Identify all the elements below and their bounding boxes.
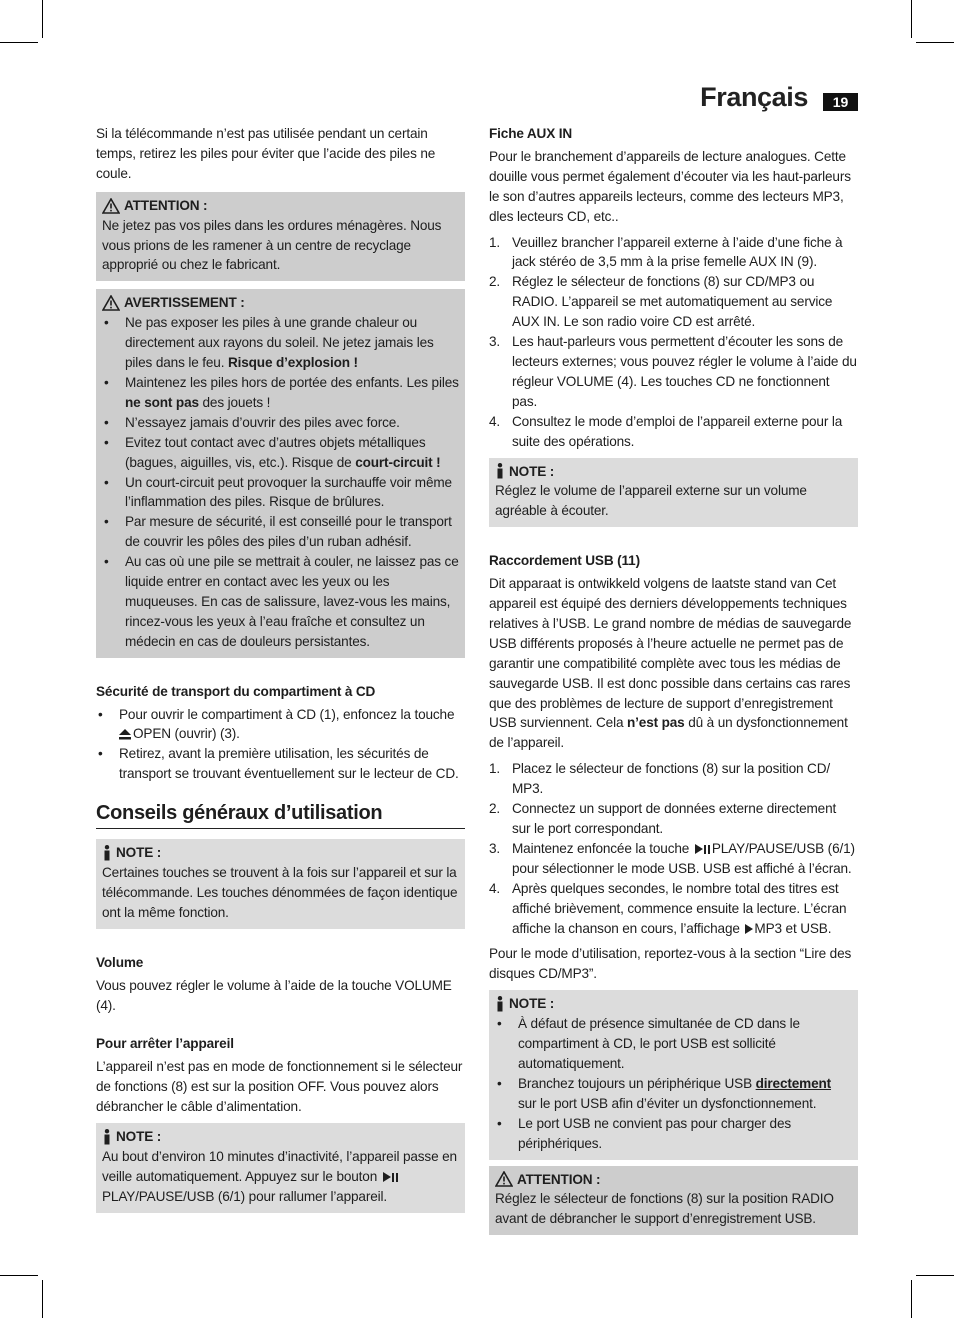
note-title: NOTE : bbox=[116, 1129, 162, 1145]
list-item: • Evitez tout contact avec d’autres objets métalliques (bagues, aiguilles, vis, etc.). Risque de court-circuit ! bbox=[102, 433, 459, 473]
crop-mark bbox=[916, 1275, 954, 1276]
usb-steps bbox=[489, 759, 858, 938]
note-text: Réglez le volume de l’appareil externe sur un volume agréable à écouter. bbox=[495, 483, 807, 519]
list-item: • Un court-circuit peut provoquer la surchauffe voir même l’inflammation des piles. Risque de brûlures. bbox=[102, 473, 459, 513]
play-icon bbox=[695, 844, 703, 854]
eject-icon bbox=[119, 729, 131, 740]
list-item: 4. Consultez le mode d’emploi de l’appareil externe pour la suite des opérations. bbox=[489, 413, 843, 449]
note-title: NOTE : bbox=[509, 463, 555, 479]
note-box bbox=[96, 1123, 465, 1213]
note-list bbox=[495, 1014, 852, 1153]
aux-heading: Fiche AUX IN bbox=[489, 126, 573, 141]
pause-icon bbox=[704, 845, 710, 854]
list-item: 3. Maintenez enfoncée la touche PLAY/PAUSE/USB (6/1) pour sélectionner le mode USB. USB est affiché à l’écran. bbox=[489, 840, 855, 876]
page-number: 19 bbox=[823, 93, 858, 111]
note-heading bbox=[102, 1127, 459, 1147]
list-item: • Par mesure de sécurité, il est conseillé pour le transport de couvrir les pôles des piles d’un ruban adhésif. bbox=[102, 512, 459, 552]
usb-intro: Dit apparaat is ontwikkeld volgens de laatste stand van Cet appareil est équipé des derniers développements techniques relatives à l’USB. Le grand nombre de médias de sauvegarde USB différents proposés à l’heure actuelle ne permet pas de garantir une compatibilité complète avec tous les médias de sauvegarde USB. Il est donc possible dans certains cas rares que des problèmes de lecture de support d’enregistrement USB surviennent. Cela n’est pas dû à un dysfonctionnement de l’appareil. bbox=[489, 576, 852, 751]
crop-mark bbox=[42, 1280, 43, 1318]
stop-text: L’appareil n’est pas en mode de fonctionnement si le sélecteur de fonctions (8) est sur la position OFF. Vous pouvez alors débrancher le câble d’alimentation. bbox=[96, 1059, 463, 1115]
usb-heading: Raccordement USB (11) bbox=[489, 553, 640, 569]
attention-box bbox=[489, 1166, 858, 1236]
crop-mark bbox=[0, 1275, 38, 1276]
warning-triangle-icon bbox=[495, 1171, 513, 1187]
crop-mark bbox=[911, 0, 912, 38]
info-icon bbox=[495, 996, 505, 1012]
transport-heading: Sécurité de transport du compartiment à CD bbox=[96, 683, 376, 699]
note-title: NOTE : bbox=[509, 996, 555, 1012]
list-item: • Retirez, avant la première utilisation, les sécurités de transport se trouvant éventuellement sur le lecteur de CD. bbox=[96, 744, 465, 784]
info-icon bbox=[102, 845, 112, 861]
intro-paragraph: Si la télécommande n’est pas utilisée pendant un certain temps, retirez les piles pour éviter que l’acide des piles ne coule. bbox=[96, 126, 436, 181]
stop-heading: Pour arrêter l’appareil bbox=[96, 1036, 234, 1052]
list-item: 3. Les haut-parleurs vous permettent d’écouter les sons de lecteurs externes; vous pouvez régler le volume à l’aide du régleur VOLUME (4). Les touches CD ne fonctionnent pas. bbox=[489, 334, 857, 409]
list-item: 4. Après quelques secondes, le nombre total des titres est affiché brièvement, commence ensuite la lecture. L’écran affiche la chanson en cours, l’affichage MP3 et USB. bbox=[489, 880, 847, 936]
aux-steps bbox=[489, 233, 858, 452]
list-item: • Le port USB ne convient pas pour charger des périphériques. bbox=[495, 1114, 852, 1154]
list-item: • Branchez toujours un périphérique USB directement sur le port USB afin d’éviter un dysfonctionnement. bbox=[495, 1074, 852, 1114]
list-item: • Au cas où une pile se mettrait à couler, ne laissez pas ce liquide entrer en contact avec les yeux ou les muqueuses. En cas de salissure, lavez-vous les mains, rincez-vous les yeux à l’eau fraîche et consultez un médecin en cas de douleurs persistantes. bbox=[102, 552, 459, 652]
crop-mark bbox=[0, 42, 38, 43]
pause-icon bbox=[392, 1173, 398, 1182]
note-text: Certaines touches se trouvent à la fois sur l’appareil et sur la télécommande. Les touches dénommées de façon identique ont la même fonction. bbox=[102, 865, 458, 920]
transport-list bbox=[96, 705, 465, 785]
play-icon bbox=[383, 1172, 391, 1182]
volume-text: Vous pouvez régler le volume à l’aide de la touche VOLUME (4). bbox=[96, 977, 452, 1013]
warning-box bbox=[96, 289, 465, 657]
list-item: • À défaut de présence simultanée de CD dans le compartiment à CD, le port USB est sollicité automatiquement. bbox=[495, 1014, 852, 1074]
volume-heading: Volume bbox=[96, 954, 144, 970]
right-column bbox=[489, 124, 858, 1235]
note-title: NOTE : bbox=[116, 845, 162, 861]
attention-heading bbox=[495, 1170, 852, 1190]
warning-title: AVERTISSEMENT : bbox=[124, 295, 245, 311]
attention-heading bbox=[102, 196, 459, 216]
info-icon bbox=[495, 463, 505, 479]
note-heading bbox=[495, 462, 852, 482]
crop-mark bbox=[42, 0, 43, 38]
list-item: • Ne pas exposer les piles à une grande chaleur ou directement aux rayons du soleil. Ne jetez jamais les piles dans le feu. Risque d’explosion ! bbox=[102, 313, 459, 373]
attention-text: Réglez le sélecteur de fonctions (8) sur la position RADIO avant de débrancher le support d’enregistrement USB. bbox=[495, 1191, 834, 1227]
warning-triangle-icon bbox=[102, 198, 120, 214]
left-column bbox=[96, 124, 465, 1213]
list-item: 1. Placez le sélecteur de fonctions (8) sur la position CD/ MP3. bbox=[489, 761, 831, 797]
play-icon bbox=[745, 924, 753, 934]
list-item: • Pour ouvrir le compartiment à CD (1), enfoncez la touche OPEN (ouvrir) (3). bbox=[96, 705, 465, 745]
warning-triangle-icon bbox=[102, 295, 120, 311]
aux-intro: Pour le branchement d’appareils de lecture analogues. Cette douille vous permet également d’écouter via les haut-parleurs le son d’autres appareils lecteurs, comme des lecteurs MP3, dles lecteurs CD, etc.. bbox=[489, 148, 851, 224]
attention-title: ATTENTION : bbox=[124, 197, 208, 213]
attention-title: ATTENTION : bbox=[517, 1171, 601, 1187]
warning-list bbox=[102, 313, 459, 651]
crop-mark bbox=[911, 1280, 912, 1318]
list-item: • N’essayez jamais d’ouvrir des piles avec force. bbox=[102, 413, 459, 433]
list-item: 2. Réglez le sélecteur de fonctions (8) sur CD/MP3 ou RADIO. L’appareil se met automatiquement au service AUX IN. Le son radio voire CD est arrêté. bbox=[489, 274, 833, 330]
note-box bbox=[96, 839, 465, 929]
attention-box bbox=[96, 192, 465, 282]
note-heading bbox=[495, 994, 852, 1014]
usb-after: Pour le mode d’utilisation, reportez-vous à la section “Lire des disques CD/MP3”. bbox=[489, 946, 852, 982]
crop-mark bbox=[916, 42, 954, 43]
section-title: Conseils généraux d’utilisation bbox=[96, 804, 465, 829]
warning-heading bbox=[102, 293, 459, 313]
info-icon bbox=[102, 1129, 112, 1145]
note-text: Au bout d’environ 10 minutes d’inactivité, l’appareil passe en veille automatiquement. Appuyez sur le bouton PLAY/PAUSE/USB (6/1) pour rallumer l’appareil. bbox=[102, 1148, 457, 1204]
attention-text: Ne jetez pas vos piles dans les ordures ménagères. Nous vous prions de les ramener à un centre de recyclage approprié ou chez le fabricant. bbox=[102, 217, 442, 273]
list-item: 2. Connectez un support de données externe directement sur le port correspondant. bbox=[489, 801, 837, 836]
note-box bbox=[489, 990, 858, 1159]
list-item: 1. Veuillez brancher l’appareil externe à l’aide d’une fiche à jack stéréo de 3,5 mm à la prise femelle AUX IN (9). bbox=[489, 234, 843, 270]
note-heading bbox=[102, 843, 459, 863]
note-box bbox=[489, 458, 858, 528]
list-item: • Maintenez les piles hors de portée des enfants. Les piles ne sont pas des jouets ! bbox=[102, 373, 459, 413]
language-title: Français bbox=[700, 82, 808, 112]
